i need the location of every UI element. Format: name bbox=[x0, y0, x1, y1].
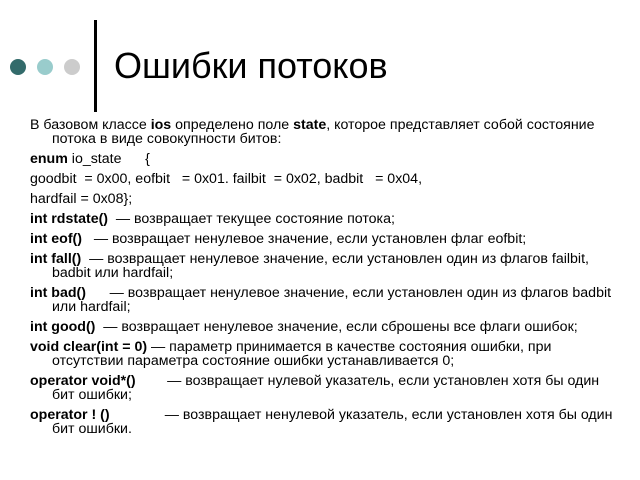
paragraph bbox=[30, 232, 620, 246]
description-text: io_state { bbox=[67, 151, 150, 167]
paragraph bbox=[30, 374, 620, 402]
description-text: — возвращает нулевой указатель, если установлен хотя бы один бит ошибки; bbox=[52, 373, 604, 403]
description-text: goodbit = 0x00, eofbit = 0x01. failbit = 0x02, badbit = 0x04, bbox=[30, 171, 423, 187]
paragraph bbox=[30, 152, 620, 166]
slide-body bbox=[30, 118, 620, 442]
description-text: — возвращает ненулевой указатель, если установлен хотя бы один бит ошибки. bbox=[52, 407, 617, 437]
description-text: В базовом классе bbox=[30, 117, 151, 133]
dot-light-teal-icon bbox=[37, 59, 53, 75]
paragraph bbox=[30, 320, 620, 334]
description-text: определено поле bbox=[171, 117, 294, 133]
paragraph bbox=[30, 408, 620, 436]
dot-gray-icon bbox=[64, 59, 80, 75]
dot-dark-teal-icon bbox=[10, 59, 26, 75]
code-term: int bad() bbox=[30, 285, 86, 301]
description-text: hardfail = 0x08}; bbox=[30, 191, 133, 207]
title-divider bbox=[94, 20, 97, 112]
paragraph bbox=[30, 212, 620, 226]
description-text: — возвращает ненулевое значение, если сброшены все флаги ошибок; bbox=[95, 319, 578, 335]
code-term: state bbox=[293, 117, 327, 133]
slide-title: Ошибки потоков bbox=[114, 45, 388, 86]
paragraph bbox=[30, 192, 620, 206]
code-term: operator ! () bbox=[30, 407, 110, 423]
description-text: — возвращает ненулевое значение, если установлен один из флагов failbit, badbit или hardfail; bbox=[52, 251, 593, 281]
description-text: — возвращает текущее состояние потока; bbox=[108, 211, 395, 227]
description-text: — возвращает ненулевое значение, если установлен флаг eofbit; bbox=[82, 231, 527, 247]
code-term: int good() bbox=[30, 319, 96, 335]
code-term: ios bbox=[150, 117, 172, 133]
paragraph bbox=[30, 252, 620, 280]
code-term: enum bbox=[30, 151, 68, 167]
paragraph bbox=[30, 340, 620, 368]
description-text: , которое представляет собой состояние потока в виде совокупности битов: bbox=[52, 117, 599, 147]
code-term: operator void*() bbox=[30, 373, 136, 389]
paragraph bbox=[30, 118, 620, 146]
paragraph bbox=[30, 286, 620, 314]
code-term: int fall() bbox=[30, 251, 82, 267]
description-text: — параметр принимается в качестве состояния ошибки, при отсутствии параметра состояние ошибки устанавливается 0; bbox=[52, 339, 556, 369]
code-term: void clear(int = 0) bbox=[30, 339, 148, 355]
description-text: — возвращает ненулевое значение, если установлен один из флагов badbit или hardfail; bbox=[52, 285, 616, 315]
paragraph bbox=[30, 172, 620, 186]
code-term: int eof() bbox=[30, 231, 83, 247]
code-term: int rdstate() bbox=[30, 211, 109, 227]
